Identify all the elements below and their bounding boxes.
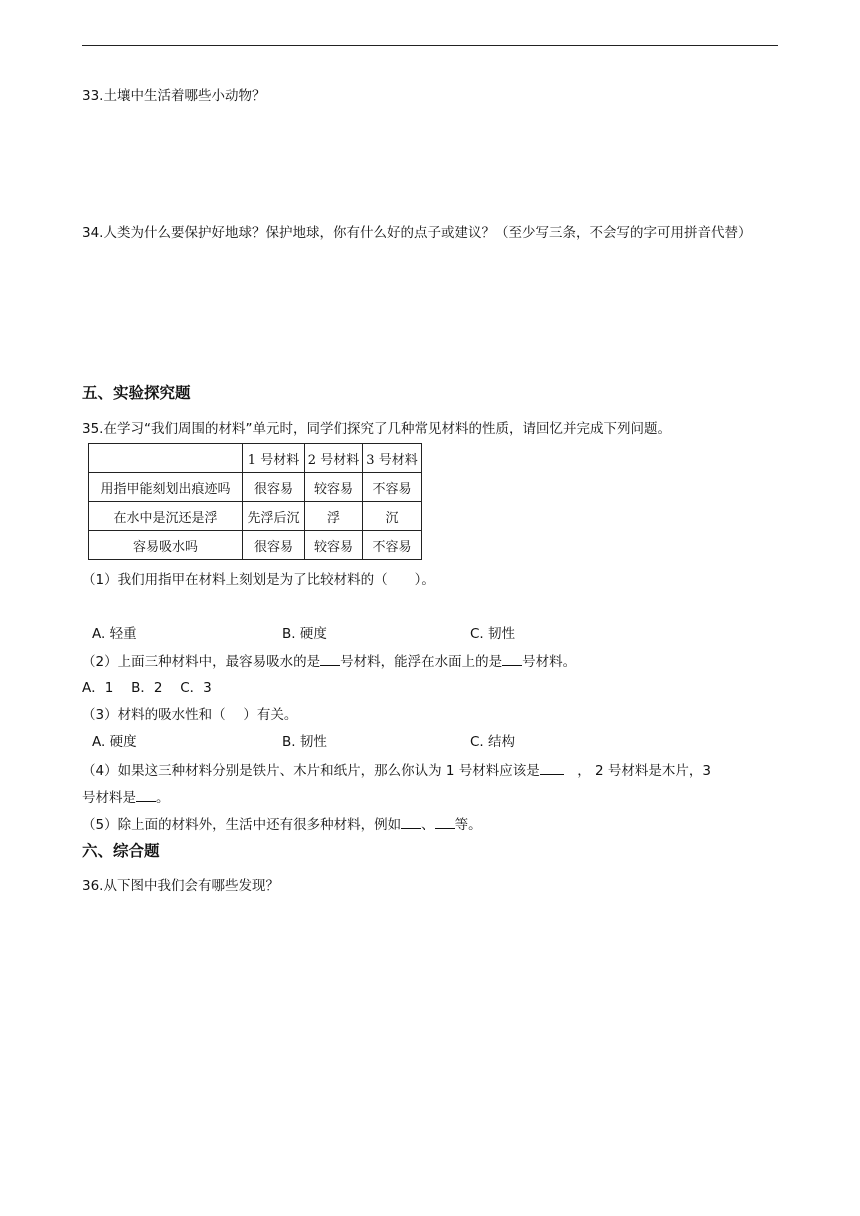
- table-header-row: [89, 444, 422, 473]
- table-header-cell: 2 号材料: [305, 444, 363, 473]
- sub1-option-c: C. 韧性: [470, 626, 516, 642]
- sub-question-2: [82, 651, 576, 672]
- answer-blank: [435, 814, 455, 829]
- sub2-options: A．1 B．2 C．3: [82, 680, 212, 696]
- question-36: 36.从下图中我们会有哪些发现？: [82, 878, 279, 894]
- table-cell: 先浮后沉: [243, 502, 305, 531]
- sub1-option-b: B. 硬度: [282, 626, 327, 642]
- answer-blank: [320, 651, 340, 666]
- sub4-text-d: 。: [156, 790, 170, 806]
- table-cell: 较容易: [305, 531, 363, 560]
- table-cell: 很容易: [243, 531, 305, 560]
- sub2-text-b: 号材料，能浮在水面上的是: [340, 654, 503, 670]
- table-row: [89, 502, 422, 531]
- section-6-heading: 六、综合题: [82, 842, 160, 860]
- sub5-text-c: 等。: [454, 817, 482, 833]
- sub-question-1: （1）我们用指甲在材料上刻划是为了比较材料的（ ）。: [82, 572, 435, 588]
- sub4-text-b: ， 2 号材料是木片，3: [563, 763, 712, 779]
- sub3-option-c: C. 结构: [470, 734, 516, 750]
- table-cell: 容易吸水吗: [89, 531, 243, 560]
- table-cell: 在水中是沉还是浮: [89, 502, 243, 531]
- table-header-cell: [89, 444, 243, 473]
- answer-blank: [401, 814, 421, 829]
- sub4-text-a: （4）如果这三种材料分别是铁片、木片和纸片，那么你认为 1 号材料应该是: [82, 763, 540, 779]
- sub2-text-a: （2）上面三种材料中，最容易吸水的是: [82, 654, 321, 670]
- sub4-text-c: 号材料是: [82, 790, 136, 806]
- sub3-option-a: A. 硬度: [92, 734, 137, 750]
- sub5-text-b: 、: [421, 817, 435, 833]
- sub-question-4-line-1: [82, 760, 711, 781]
- question-35: 35.在学习“我们周围的材料”单元时，同学们探究了几种常见材料的性质，请回忆并完成下列问题。: [82, 421, 671, 437]
- header-rule: [82, 45, 778, 46]
- table-header-cell: 1 号材料: [243, 444, 305, 473]
- table-cell: 较容易: [305, 473, 363, 502]
- material-table: [88, 443, 422, 560]
- sub3-option-b: B. 韧性: [282, 734, 327, 750]
- table-row: [89, 473, 422, 502]
- sub-question-4-line-2: [82, 787, 170, 808]
- table-cell: 很容易: [243, 473, 305, 502]
- table-cell: 沉: [363, 502, 422, 531]
- question-34: 34.人类为什么要保护好地球？保护地球，你有什么好的点子或建议？（至少写三条，不会写的字可用拼音代替）: [82, 225, 752, 241]
- sub5-text-a: （5）除上面的材料外，生活中还有很多种材料，例如: [82, 817, 402, 833]
- section-5-heading: 五、实验探究题: [82, 384, 191, 402]
- sub-question-3: （3）材料的吸水性和（ ）有关。: [82, 707, 298, 723]
- table-cell: 用指甲能刻划出痕迹吗: [89, 473, 243, 502]
- answer-blank: [540, 760, 564, 775]
- table-header-cell: 3 号材料: [363, 444, 422, 473]
- sub1-option-a: A. 轻重: [92, 626, 137, 642]
- table-row: [89, 531, 422, 560]
- table-cell: 浮: [305, 502, 363, 531]
- table-cell: 不容易: [363, 531, 422, 560]
- sub2-text-c: 号材料。: [522, 654, 577, 670]
- sub-question-5: [82, 814, 482, 835]
- table-cell: 不容易: [363, 473, 422, 502]
- question-33: 33.土壤中生活着哪些小动物？: [82, 88, 266, 104]
- answer-blank: [136, 787, 156, 802]
- answer-blank: [502, 651, 522, 666]
